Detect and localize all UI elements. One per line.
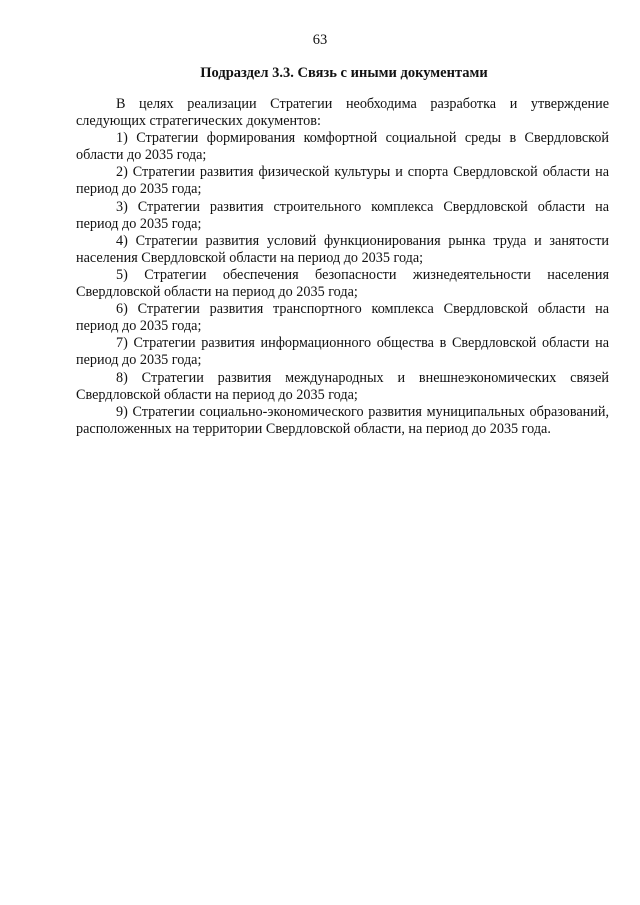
- document-body: [76, 96, 609, 438]
- section-title: Подраздел 3.3. Связь с иными документами: [200, 65, 488, 81]
- list-item: 9) Стратегии социально-экономического развития муниципальных образований, расположенных на территории Свердловской области, на период до 2035 года.: [76, 403, 609, 437]
- list-item: 5) Стратегии обеспечения безопасности жизнедеятельности населения Свердловской области на период до 2035 года;: [76, 266, 609, 301]
- list-item: 4) Стратегии развития условий функционирования рынка труда и занятости населения Свердловской области на период до 2035 года;: [76, 232, 609, 266]
- list-item: 7) Стратегии развития информационного общества в Свердловской области на период до 2035 года;: [76, 335, 609, 369]
- list-item: 1) Стратегии формирования комфортной социальной среды в Свердловской области до 2035 года;: [76, 130, 609, 164]
- intro-paragraph: В целях реализации Стратегии необходима разработка и утверждение следующих стратегических документов:: [76, 96, 609, 130]
- list-item: 8) Стратегии развития международных и внешнеэкономических связей Свердловской области на период до 2035 года;: [76, 369, 609, 403]
- page-number: 63: [312, 32, 328, 48]
- list-item: 6) Стратегии развития транспортного комплекса Свердловской области на период до 2035 года;: [76, 301, 609, 335]
- list-item: 2) Стратегии развития физической культуры и спорта Свердловской области на период до 2035 года;: [76, 164, 609, 198]
- list-item: 3) Стратегии развития строительного комплекса Свердловской области на период до 2035 года;: [76, 198, 609, 232]
